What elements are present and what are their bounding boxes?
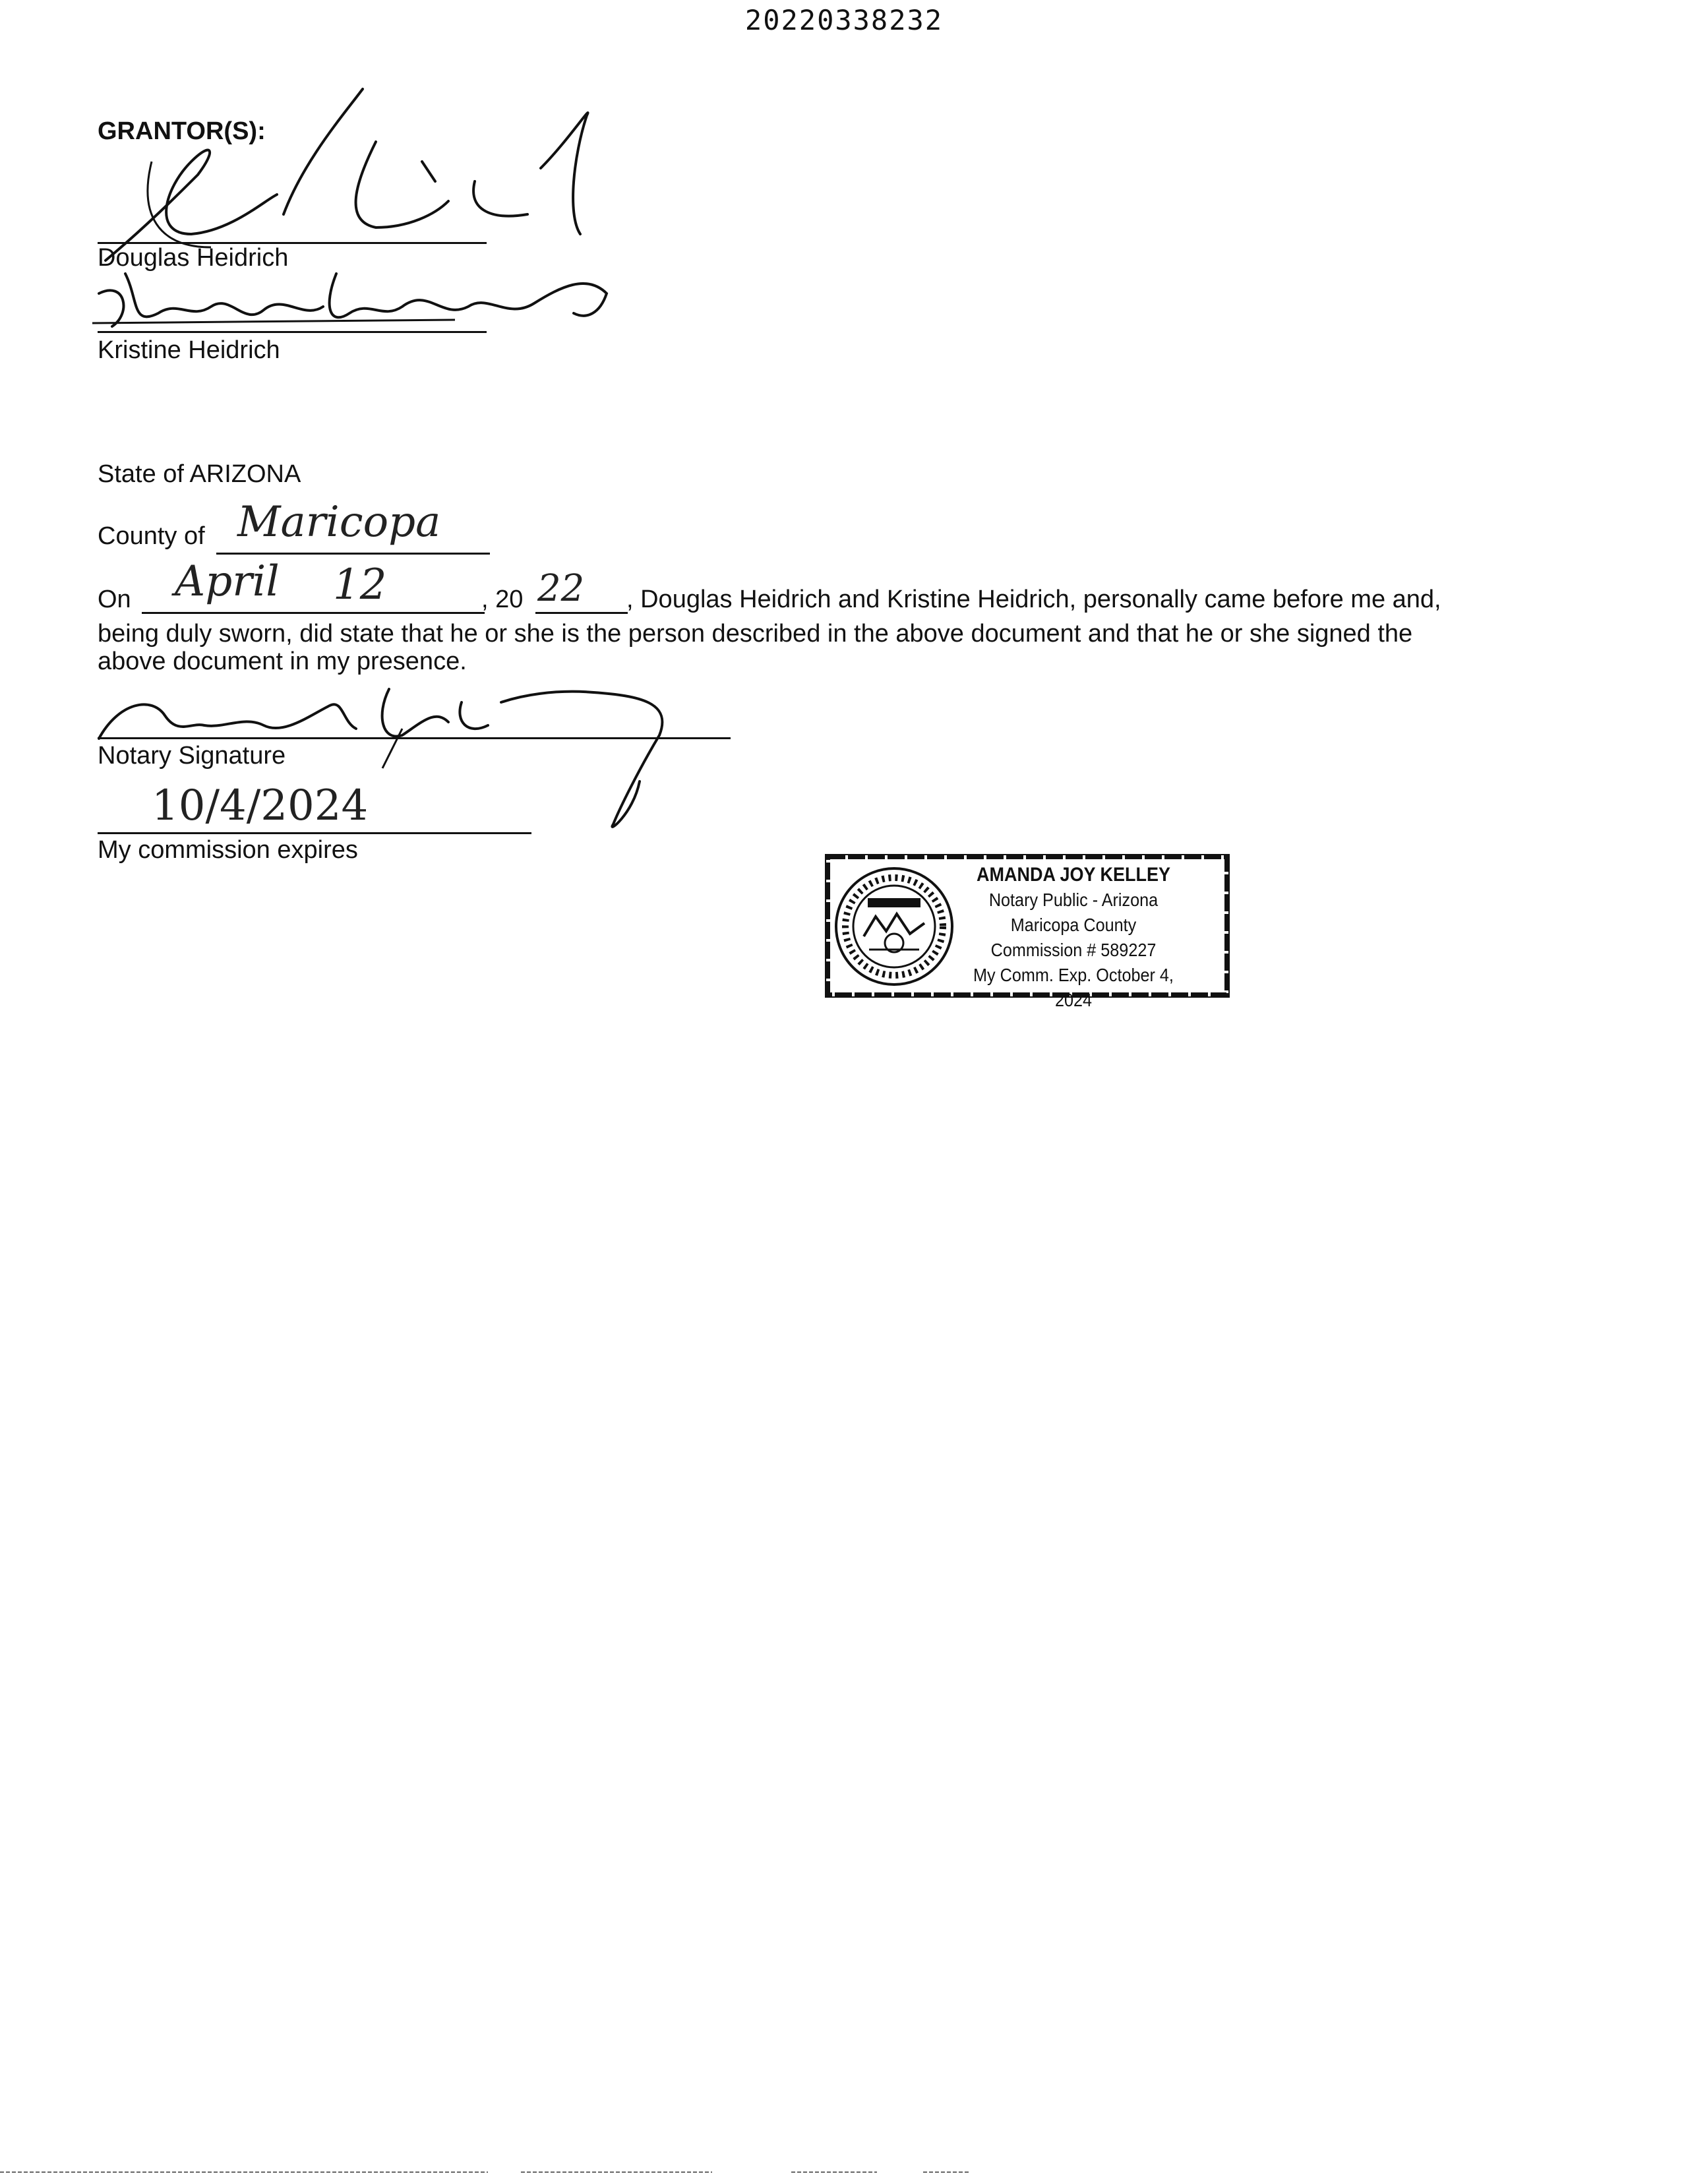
- stamp-notary-title: Notary Public - Arizona: [988, 890, 1159, 910]
- commission-date-handwritten: 10/4/2024: [152, 781, 369, 830]
- ack-line3: above document in my presence.: [98, 648, 467, 675]
- signer1-name: Douglas Heidrich: [98, 244, 289, 272]
- year-handwritten: 22: [537, 567, 585, 610]
- date-day-handwritten: 12: [333, 561, 387, 609]
- scan-artifact-strip: [0, 2169, 1688, 2175]
- commission-label: My commission expires: [98, 836, 358, 864]
- state-seal-icon: [836, 868, 952, 985]
- stamp-expiry: My Comm. Exp. October 4, 2024: [973, 965, 1174, 1010]
- notary-signature-label: Notary Signature: [98, 742, 286, 770]
- grantor-heading: GRANTOR(S):: [98, 117, 266, 145]
- signer2-name: Kristine Heidrich: [98, 336, 280, 364]
- stamp-notary-name: AMANDA JOY KELLEY: [976, 864, 1171, 886]
- county-label: County of: [98, 522, 205, 550]
- ack-line1: , Douglas Heidrich and Kristine Heidrich, personally came before me and,: [626, 586, 1441, 613]
- notary-signature-line: [98, 737, 731, 739]
- date-line: [142, 612, 485, 614]
- stamp-commission-number: Commission # 589227: [990, 940, 1157, 960]
- signer2-line: [98, 331, 487, 333]
- county-line: [216, 553, 490, 555]
- notary-stamp: [823, 851, 1232, 1010]
- stamp-county: Maricopa County: [1010, 915, 1137, 935]
- county-handwritten: Maricopa: [237, 498, 441, 547]
- state-line: State of ARIZONA: [98, 460, 301, 488]
- ack-line2: being duly sworn, did state that he or she is the person described in the above document and that he or she signed the: [98, 620, 1413, 648]
- date-month-handwritten: April: [175, 557, 280, 606]
- document-number: 20220338232: [744, 4, 944, 36]
- on-label: On: [98, 586, 131, 613]
- stamp-text-block: [955, 863, 1192, 1013]
- year-prefix: , 20: [481, 586, 524, 613]
- commission-line: [98, 832, 531, 834]
- year-line: [535, 612, 628, 614]
